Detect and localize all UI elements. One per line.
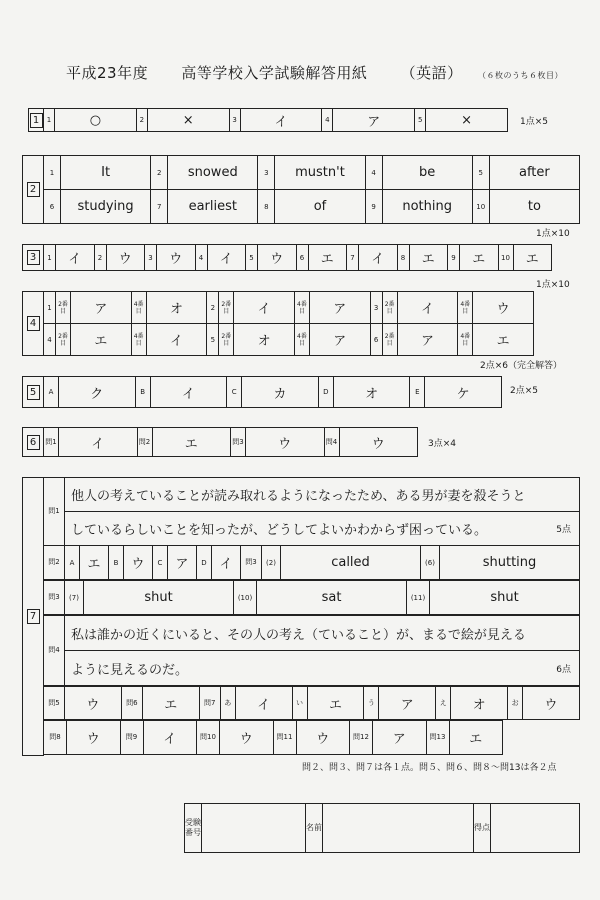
answer-field[interactable]: ウ <box>67 721 121 755</box>
answer-field[interactable]: ウ <box>246 428 325 457</box>
item-number: 問10 <box>197 721 220 755</box>
answer-field[interactable]: イ <box>359 245 398 271</box>
item-number: C <box>227 377 242 408</box>
answer-text: しているらしいことを知ったが、どうしてよいかわからず困っている。 <box>71 523 488 538</box>
answer-field[interactable]: エ <box>308 245 347 271</box>
item-number: 5 <box>472 156 489 190</box>
item-number: 9 <box>448 245 460 271</box>
item-number: 3 <box>258 156 275 190</box>
item-number: 問6 <box>121 687 142 720</box>
section-number: 2 <box>23 156 44 224</box>
item-number: C <box>153 546 168 580</box>
score-label: 得点 <box>474 804 491 853</box>
section-number: 5 <box>23 377 44 408</box>
item-number: 3 <box>229 109 240 132</box>
item-number: 問11 <box>273 721 296 755</box>
score-note: 1点×10 <box>536 280 570 290</box>
answer-field[interactable]: ア <box>71 292 132 324</box>
answer-field[interactable]: nothing <box>382 190 472 224</box>
answer-field[interactable]: mustn't <box>275 156 365 190</box>
question-5-7 <box>43 686 580 720</box>
answer-field[interactable]: called <box>281 546 421 580</box>
answer-field[interactable]: ウ <box>296 721 350 755</box>
order-label: 4番目 <box>131 292 146 324</box>
item-number: 問7 <box>199 687 220 720</box>
answer-field[interactable]: エ <box>513 245 552 271</box>
answer-field[interactable]: ア <box>379 687 436 720</box>
answer-field[interactable]: エ <box>473 324 534 356</box>
answer-field[interactable]: of <box>275 190 365 224</box>
item-number: 4 <box>365 156 382 190</box>
order-label: 2番目 <box>56 292 71 324</box>
answer-field[interactable]: エ <box>449 721 503 755</box>
section-7-label <box>22 477 44 756</box>
answer-field[interactable]: ウ <box>65 687 122 720</box>
answer-field[interactable]: earliest <box>168 190 258 224</box>
item-number: 8 <box>397 245 409 271</box>
answer-field[interactable]: ア <box>397 324 458 356</box>
order-label: 4番目 <box>131 324 146 356</box>
section-2 <box>22 155 580 224</box>
order-label: 2番目 <box>382 324 397 356</box>
question-1 <box>43 477 580 546</box>
section-4 <box>22 291 534 356</box>
answer-field[interactable]: × <box>426 109 508 132</box>
answer-field[interactable]: イ <box>212 546 241 580</box>
question-8-13 <box>43 720 503 755</box>
answer-field[interactable]: ウ <box>473 292 534 324</box>
answer-field[interactable]: be <box>382 156 472 190</box>
answer-field[interactable]: オ <box>451 687 508 720</box>
answer-field[interactable]: ○ <box>55 109 137 132</box>
item-number: 10 <box>472 190 489 224</box>
score-note: 2点×5 <box>510 386 538 396</box>
score-note: 2点×6（完全解答） <box>480 361 562 371</box>
item-number: あ <box>220 687 235 720</box>
answer-field[interactable]: オ <box>333 377 410 408</box>
item-number: 7 <box>347 245 359 271</box>
order-label: 4番目 <box>294 324 309 356</box>
order-label: 4番目 <box>294 292 309 324</box>
item-number: 1 <box>44 292 56 324</box>
answer-field[interactable]: ウ <box>523 687 580 720</box>
answer-field[interactable]: ア <box>309 292 370 324</box>
question-2-3 <box>43 545 580 580</box>
answer-line-2[interactable] <box>65 512 580 546</box>
item-number: 4 <box>195 245 207 271</box>
answer-field[interactable]: カ <box>242 377 319 408</box>
item-number: 9 <box>365 190 382 224</box>
answer-field[interactable]: エ <box>307 687 364 720</box>
answer-field[interactable]: エ <box>409 245 448 271</box>
name-label: 名前 <box>306 804 323 853</box>
item-number: い <box>292 687 307 720</box>
answer-field[interactable]: イ <box>59 428 138 457</box>
item-number: D <box>197 546 212 580</box>
answer-field[interactable]: ウ <box>106 245 145 271</box>
item-number: 5 <box>207 324 219 356</box>
item-number: (10) <box>234 581 257 615</box>
order-label: 2番目 <box>219 292 234 324</box>
answer-line-2[interactable] <box>65 651 580 686</box>
item-number: 2 <box>207 292 219 324</box>
answer-field[interactable]: snowed <box>168 156 258 190</box>
item-number: (2) <box>262 546 281 580</box>
answer-field[interactable]: ア <box>168 546 197 580</box>
score-note: 問２、問３、問７は各１点。問５、問６、問８～問13は各２点 <box>302 763 557 773</box>
answer-field[interactable]: after <box>489 156 579 190</box>
section-6 <box>22 427 418 457</box>
item-number: え <box>436 687 451 720</box>
order-label: 2番目 <box>56 324 71 356</box>
question-3-row <box>43 580 580 615</box>
item-number: 4 <box>322 109 333 132</box>
answer-field[interactable]: shutting <box>440 546 580 580</box>
exam-number-field[interactable] <box>202 804 306 853</box>
order-label: 4番目 <box>458 324 473 356</box>
item-number: (6) <box>421 546 440 580</box>
exam-title: 高等学校入学試験解答用紙 <box>181 64 368 82</box>
sheet-count: （６枚のうち６枚目） <box>477 71 563 80</box>
item-number: 6 <box>370 324 382 356</box>
answer-field[interactable]: イ <box>234 292 295 324</box>
answer-field[interactable]: ウ <box>220 721 274 755</box>
point-label: 5点 <box>556 525 571 535</box>
item-number: 1 <box>44 109 55 132</box>
score-field[interactable] <box>491 804 580 853</box>
section-number: 7 <box>23 478 44 756</box>
candidate-info <box>184 803 580 853</box>
answer-field[interactable]: ア <box>373 721 427 755</box>
item-number: 問3 <box>231 428 246 457</box>
score-note: 1点×5 <box>520 117 548 127</box>
item-number: 問9 <box>120 721 143 755</box>
year-label: 平成23年度 <box>66 64 149 82</box>
answer-field[interactable]: オ <box>234 324 295 356</box>
score-note: 3点×4 <box>428 439 456 449</box>
item-number: 問5 <box>44 687 65 720</box>
item-number: 問4 <box>44 616 65 686</box>
order-label: 2番目 <box>219 324 234 356</box>
item-number: 1 <box>44 245 56 271</box>
item-number: う <box>364 687 379 720</box>
section-1 <box>28 108 508 132</box>
answer-field[interactable]: It <box>61 156 151 190</box>
item-number: 問13 <box>426 721 449 755</box>
item-number: 問8 <box>44 721 67 755</box>
answer-field[interactable]: イ <box>150 377 227 408</box>
item-number: 3 <box>370 292 382 324</box>
answer-field[interactable]: × <box>147 109 229 132</box>
item-number: E <box>410 377 425 408</box>
answer-field[interactable]: イ <box>56 245 95 271</box>
item-number: 5 <box>415 109 426 132</box>
exam-number-label: 受験番号 <box>185 804 202 853</box>
answer-field[interactable]: ケ <box>425 377 502 408</box>
item-number: 問4 <box>324 428 339 457</box>
item-number: 5 <box>246 245 258 271</box>
answer-field[interactable]: エ <box>460 245 499 271</box>
item-number: (11) <box>407 581 430 615</box>
item-number: 1 <box>44 156 61 190</box>
item-number: 4 <box>44 324 56 356</box>
item-number: D <box>318 377 333 408</box>
item-number: 問12 <box>350 721 373 755</box>
page-title <box>66 62 591 83</box>
item-number: 問1 <box>44 478 65 546</box>
section-3 <box>22 244 552 271</box>
answer-field[interactable]: shut <box>430 581 580 615</box>
item-number: A <box>44 377 59 408</box>
section-5 <box>22 376 502 408</box>
order-label: 2番目 <box>382 292 397 324</box>
answer-field[interactable]: イ <box>143 721 197 755</box>
answer-field[interactable]: エ <box>152 428 231 457</box>
item-number: 問2 <box>44 546 65 580</box>
answer-field[interactable]: studying <box>61 190 151 224</box>
answer-field[interactable]: イ <box>240 109 322 132</box>
subject-label: （英語） <box>400 64 463 82</box>
answer-field[interactable]: ウ <box>124 546 153 580</box>
item-number: 6 <box>44 190 61 224</box>
item-number: 問1 <box>44 428 59 457</box>
answer-field[interactable]: エ <box>142 687 199 720</box>
answer-field[interactable]: エ <box>71 324 132 356</box>
item-number: 3 <box>145 245 157 271</box>
section-number: 1 <box>29 109 44 132</box>
answer-field[interactable]: ク <box>59 377 136 408</box>
section-number: 3 <box>23 245 44 271</box>
answer-field[interactable]: イ <box>397 292 458 324</box>
item-number: 8 <box>258 190 275 224</box>
question-4 <box>43 615 580 686</box>
answer-field[interactable]: ウ <box>157 245 196 271</box>
item-number: 問3 <box>44 581 65 615</box>
answer-field[interactable]: sat <box>257 581 407 615</box>
answer-field[interactable]: オ <box>146 292 207 324</box>
section-number: 4 <box>23 292 44 356</box>
item-number: 2 <box>136 109 147 132</box>
item-number: 2 <box>151 156 168 190</box>
point-label: 6点 <box>556 664 571 675</box>
item-number: お <box>508 687 523 720</box>
item-number: 問3 <box>241 546 262 580</box>
answer-field[interactable]: ア <box>309 324 370 356</box>
order-label: 4番目 <box>458 292 473 324</box>
answer-line-1[interactable]: 他人の考えていることが読み取れるようになったため、ある男が妻を殺そうと <box>65 478 580 512</box>
score-note: 1点×10 <box>536 229 570 239</box>
answer-field[interactable]: イ <box>146 324 207 356</box>
answer-field[interactable]: ウ <box>258 245 297 271</box>
item-number: 10 <box>498 245 513 271</box>
item-number: (7) <box>65 581 84 615</box>
answer-field[interactable]: エ <box>80 546 109 580</box>
item-number: B <box>109 546 124 580</box>
item-number: 2 <box>94 245 106 271</box>
section-number: 6 <box>23 428 44 457</box>
answer-field[interactable]: イ <box>235 687 292 720</box>
answer-line-1[interactable]: 私は誰かの近くにいると、その人の考え（ていること）が、まるで絵が見える <box>65 616 580 651</box>
answer-field[interactable]: to <box>489 190 579 224</box>
answer-field[interactable]: ア <box>333 109 415 132</box>
item-number: A <box>65 546 80 580</box>
name-field[interactable] <box>323 804 474 853</box>
answer-text: ように見えるのだ。 <box>71 662 189 678</box>
item-number: 7 <box>151 190 168 224</box>
item-number: B <box>135 377 150 408</box>
answer-field[interactable]: shut <box>84 581 234 615</box>
item-number: 6 <box>296 245 308 271</box>
answer-field[interactable]: ウ <box>339 428 418 457</box>
item-number: 問2 <box>137 428 152 457</box>
answer-field[interactable]: イ <box>207 245 246 271</box>
